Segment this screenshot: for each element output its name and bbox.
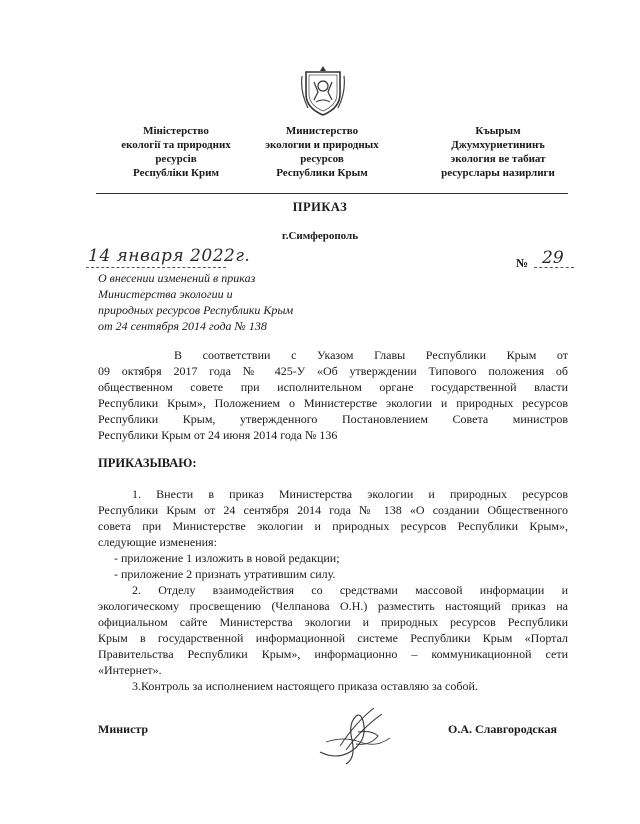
document-subject [98, 270, 293, 334]
item1-line: совета при Министерстве экологии и природных ресурсов Республики Крым», [98, 519, 568, 533]
preamble-line: В соответствии с Указом Главы Республики Крым от [174, 348, 568, 362]
item1-sub-line: - приложение 2 признать утратившим силу. [114, 567, 336, 581]
item2-line: «Интернет». [98, 663, 162, 677]
item2-line: Крым в государственной информационной системе Республики Крым «Портал [98, 631, 568, 645]
order-items [98, 486, 568, 694]
org-line: ресурсов [300, 153, 344, 165]
org-line: Джумхуриетининъ [451, 139, 545, 151]
org-ukrainian [96, 124, 256, 180]
org-line: ресурсів [155, 153, 197, 165]
item1-line: 1. Внести в приказ Министерства экологии и природных ресурсов [132, 487, 568, 501]
item1-line: Республики Крым от 24 сентября 2014 года № 138 «О создании Общественного [98, 503, 568, 517]
item2-line: официальном сайте Министерства экологии и природных ресурсов Республики [98, 615, 568, 629]
preamble [98, 347, 568, 443]
preamble-line: Республики Крым, утвержденного Постановлением Совета министров [98, 412, 568, 426]
date-underline [86, 267, 226, 268]
org-russian [242, 124, 402, 180]
subject-line: Министерства экологии и [98, 287, 233, 301]
number-label: № [516, 256, 529, 270]
header-divider [96, 193, 568, 194]
subject-line: природных ресурсов Республики Крым [98, 303, 294, 317]
city: г.Симферополь [281, 230, 359, 242]
order-word: ПРИКАЗЫВАЮ: [98, 456, 197, 470]
org-line: экология ве табиат [450, 153, 546, 165]
preamble-line: 09 октября 2017 года № 425-У «Об утверждении Типового положения об [98, 364, 568, 378]
handwritten-number: 29 [542, 248, 564, 268]
signature-name: О.А. Славгородская [448, 722, 557, 736]
signature-role: Министр [98, 722, 149, 736]
org-line: Министерство [285, 125, 359, 137]
subject-line: от 24 сентября 2014 года № 138 [98, 319, 267, 333]
preamble-line: Республики Крым от 24 июня 2014 года № 136 [98, 428, 338, 442]
crimea-coat-of-arms-icon [300, 62, 346, 118]
org-line: экологии и природных [265, 139, 379, 151]
number-underline [534, 267, 574, 268]
document-title: ПРИКАЗ [292, 200, 348, 214]
org-line: Республіки Крим [133, 167, 219, 179]
item1-line: следующие изменения: [98, 535, 217, 549]
org-line: екології та природних [121, 139, 231, 151]
handwritten-date: 14 января 2022г. [88, 246, 251, 266]
item2-line: экологическому просвещению (Челпанова О.Н.) разместить настоящий приказ на [98, 599, 568, 613]
preamble-line: Республики Крым», Положением о Министерстве экологии и природных ресурсов [98, 396, 568, 410]
subject-line: О внесении изменений в приказ [98, 271, 256, 285]
org-line: Къырым [475, 125, 521, 137]
preamble-line: общественном совете при исполнительном органе государственной власти [98, 380, 568, 394]
org-line: Міністерство [143, 125, 209, 137]
item2-line: 2. Отделу взаимодействия со средствами массовой информации и [132, 583, 568, 597]
org-line: Республики Крым [276, 167, 368, 179]
item1-sub-line: - приложение 1 изложить в новой редакции; [114, 551, 340, 565]
item2-line: Правительства Республики Крым», информационно – коммуникационной сети [98, 647, 568, 661]
org-crimean-tatar [418, 124, 578, 180]
item3-line: 3.Контроль за исполнением настоящего приказа оставляю за собой. [132, 679, 478, 693]
org-line: ресурслары назирлиги [441, 167, 555, 179]
handwritten-signature-icon [316, 702, 396, 766]
